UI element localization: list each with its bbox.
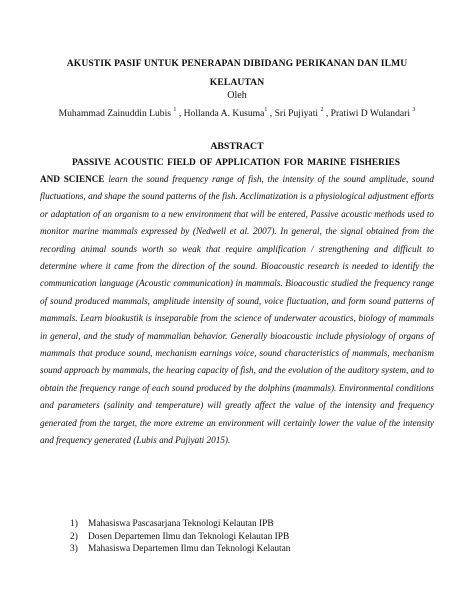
abstract-body: [40, 171, 434, 450]
by-label: Oleh: [227, 90, 247, 101]
author-affiliation: 2: [320, 107, 324, 113]
author-name: Hollanda A. Kusuma: [183, 108, 265, 119]
footnote-number: 2): [70, 531, 78, 542]
footnote-text: Mahasiswa Pascasarjana Teknologi Kelautan IPB: [88, 519, 274, 529]
author-affiliation: 1: [264, 107, 268, 113]
footnote-item: [70, 518, 291, 531]
affiliation-footnotes: [70, 518, 291, 556]
author-name: Muhammad Zainuddin Lubis: [58, 108, 172, 119]
footnote-text: Dosen Departemen Ilmu dan Teknologi Kelautan IPB: [88, 531, 290, 542]
author-list: Muhammad Zainuddin Lubis $^1$ , Hollanda A. Kusuma$^1$ , Sri Pujiyati $^2$ , Pratiwi D Wulandari $^3$: [58, 107, 416, 119]
abstract-text: learn the sound frequency range of fish, the intensity of the sound amplitude, sound fluctuations, and shape the sound patterns of the fish. Acclimatization is a physiological adjustment efforts or adaptation of an organism to a new environment that will be entered, Passive acoustic methods used to monitor marine mammals expressed by (Nedwell et al. 2007). In general, the signal obtained from the recording animal sounds worth so weak that require amplification / strengthening and difficult to determine where it came from the direction of the sound. Bioacoustic research is needed to identify the communication language (Acoustic communication) in mammals. Bioacoustic studied the frequency range of sound produced mammals, amplitude intensity of sound, voice fluctuation, and form sound patterns of mammals. Learn bioakustik is inseparable from the science of underwater acoustics, biology of mammals in general, and the study of mammalian behavior. Generally bioacoustic include physiology of organs of mammals that produce sound, mechanism earnings voice, sound characteristics of mammals, mechanism sound approach by mammals, the hearing capacity of fish, and the evolution of the auditory system, and to obtain the frequency range of each sound produced by the dolphins (mammals). Environmental conditions and parameters (salinity and temperature) will greatly affect the value of the intensity and frequency generated from the target, the more extreme an environment will certainly lower the value of the intensity and frequency generated (Lubis and Pujiyati 2015).: [40, 174, 434, 446]
footnote-number: 1): [70, 519, 78, 529]
paper-title: AKUSTIK PASIF UNTUK PENERAPAN DIBIDANG PERIKANAN DAN ILMU KELAUTAN: [66, 58, 408, 88]
footnote-number: 3): [70, 544, 78, 555]
author-name: Sri Pujiyati: [274, 108, 319, 119]
author-name: Pratiwi D Wulandari: [330, 108, 411, 119]
footnote-item: [70, 531, 291, 544]
author-affiliation: 3: [412, 107, 416, 113]
author-affiliation: 1: [173, 107, 177, 113]
abstract-heading: ABSTRACT: [210, 141, 264, 152]
footnote-item: [70, 543, 291, 556]
footnote-text: Mahasiswa Departemen Ilmu dan Teknologi Kelautan: [88, 544, 291, 555]
abstract-subtitle: PASSIVE ACOUSTIC FIELD OF APPLICATION FOR MARINE FISHERIES: [72, 158, 400, 168]
abstract-lead: AND SCIENCE: [40, 174, 105, 184]
